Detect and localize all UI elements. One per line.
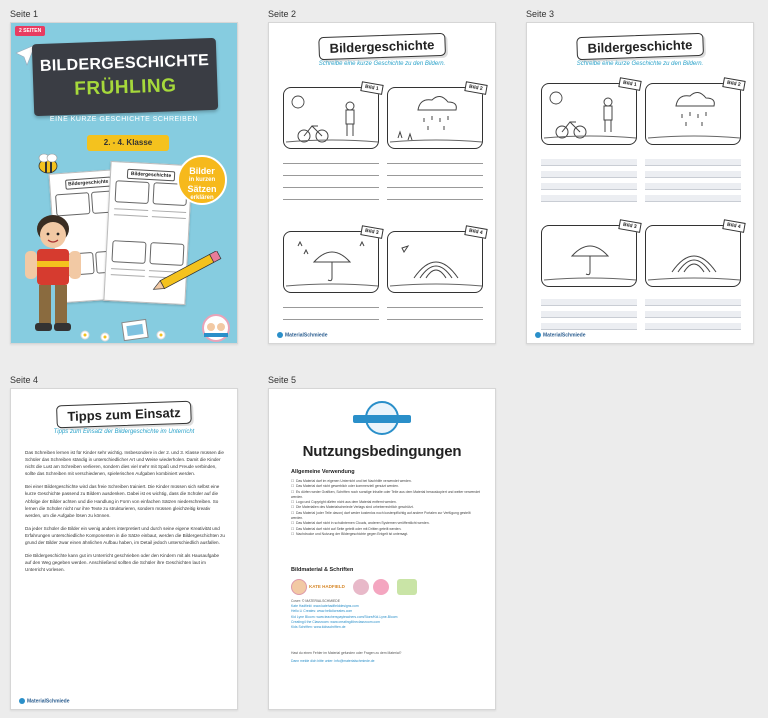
tips-paragraph: Bei einer Bildergeschichte wird das freie Schreiben trainiert. Die Kinder müssen sich selbst eine kurze Geschichte passend zu Bildern ausdenken. Dabei ist es wichtig, dass die Schüler auf die Abfolge der Bilder achten und die Handlung in Form von einfachen Sätzen niederschreiben. So lernen die Schüler nicht nur ihre Texte zu strukturieren, sondern müssen gleichzeitig kreativ werden, um die Aufgabe lösen zu können. [25, 484, 220, 518]
footer-logo [535, 332, 586, 338]
panel-tag: Bild 2 [465, 81, 488, 95]
thumbnail-page-4[interactable] [10, 374, 238, 710]
footer-logo [277, 332, 328, 338]
worksheet-subtitle: Schreibe eine kurze Geschichte zu den Bildern. [318, 61, 446, 67]
terms-rule: ☐ Das Material darf nicht auf Seite geteilt oder mit Dritten geteilt werden. [291, 527, 481, 532]
panel-tag: Bild 4 [465, 225, 488, 239]
bee-icon [35, 153, 61, 175]
tips-body [25, 449, 225, 579]
page-label: Seite 1 [10, 9, 39, 19]
brand-logo-icon [199, 313, 233, 343]
terms-title: Nutzungsbedingungen [302, 443, 462, 460]
terms-rule: ☐ Das Material darf nicht in schulinternen Clouds, anderen Systemen veröffentlicht werden. [291, 521, 481, 526]
panel-tag: Bild 3 [361, 225, 384, 239]
credit-line[interactable]: Kid Lyne Bloom: www.teacherspayteachers.com/Store/Kid-Lyne-Bloom [291, 614, 398, 619]
contact-block [291, 651, 401, 664]
page-label: Seite 3 [526, 9, 555, 19]
terms-rule: ☐ Logo und Copyright dürfen nicht aus dem Material entfernt werden. [291, 500, 481, 505]
tips-paragraph: Da jeder Schüler die Bilder ein wenig anders interpretiert und durch seine eigene Kreativität und Erfahrungen unterschiedliche Komponenten in die Sätze einbaut, werden die Bildergeschichten zu grund der Bilder zwar einen ähnlichen Aufbau haben, im Detail jedoch unterschiedlich ausfallen. [25, 525, 225, 546]
picture-panel [541, 79, 638, 145]
sticker-line: erklären [190, 195, 214, 201]
cover-page[interactable] [10, 22, 238, 344]
tips-page[interactable] [10, 388, 238, 710]
worksheet-page-lined[interactable] [526, 22, 754, 344]
credits-list [291, 599, 397, 630]
credit-line[interactable]: Creating4 the Classroom: www.creating4theclassroom.com [291, 619, 380, 624]
flowers-icon [75, 315, 175, 344]
contact-question: Hast du einen Fehler im Material gefunden oder Fragen zu dem Material? [291, 651, 402, 655]
worksheet-page[interactable] [268, 22, 496, 344]
artist-logo-icon [291, 579, 307, 595]
feature-sticker [177, 155, 227, 205]
grade-badge: 2. - 4. Klasse [87, 135, 169, 151]
footer-logo-text: MaterialSchmiede [543, 332, 586, 338]
tips-paragraph: Die Bildergeschichte kann gut im Unterricht geschrieben oder den Kindern mit als Hausaufgabe auf den Weg gegeben werden. Anschließend sollten die Schüler ihre Geschichten laut im Unterricht vorlesen. [25, 553, 220, 573]
brand-logo-icon [365, 401, 399, 435]
footer-logo [19, 698, 70, 704]
thumbnail-page-2[interactable] [268, 8, 496, 344]
panel-tag: Bild 1 [619, 77, 642, 91]
artist-brand: KATE HADFIELD [309, 584, 345, 589]
credit-line: Cover: © MATERIALSCHMIEDE [291, 599, 340, 603]
footer-logo-text: MaterialSchmiede [285, 332, 328, 338]
sticker-line: Bilder [189, 166, 215, 176]
sticker-line: Sätzen [187, 184, 217, 194]
umbrella-icon [284, 232, 380, 294]
picture-panel [387, 227, 484, 293]
cover-subtitle: EINE KURZE GESCHICHTE SCHREIBEN [49, 116, 199, 123]
sticker-line: in kurzen [188, 177, 216, 183]
picture-panel [283, 227, 380, 293]
picture-panel [541, 221, 638, 287]
terms-rule: ☐ Nachdrucke und Nutzung der Bildergeschichte gegen Entgelt ist untersagt. [291, 532, 481, 537]
umbrella-icon [542, 226, 638, 288]
rain-cloud-icon [646, 84, 742, 146]
artist-logo-icon [373, 579, 389, 595]
sun-bike-boy-icon [542, 84, 638, 146]
panel-tag: Bild 2 [723, 77, 746, 91]
worksheet-title: Bildergeschichte [576, 33, 703, 60]
terms-rule: ☐ Es dürfen weder Grafiken, Schriften noch sonstige Inhalte oder Teile aus dem Material herauskopiert und weiter verwendet werden. [291, 490, 481, 501]
terms-rule: ☐ Die Materialien des Materialschmiede Verlags sind urheberrechtlich geschützt. [291, 505, 481, 510]
footer-logo-text: MaterialSchmiede [27, 698, 70, 704]
panel-tag: Bild 4 [723, 219, 746, 233]
thumbnail-page-3[interactable] [526, 8, 754, 344]
credit-line[interactable]: Hello Li Creates: www.hellolicreates.com [291, 609, 353, 614]
terms-rule-list [291, 479, 481, 537]
contact-email-link[interactable]: Dann melde dich bitte unter: info@materialschmiede.de [291, 659, 375, 664]
thumbnail-page-1[interactable] [10, 8, 238, 344]
credits-heading: Bildmaterial & Schriften [291, 567, 354, 573]
terms-rule: ☐ Das Material darf nicht gewerblich oder kommerziell genutzt werden. [291, 484, 481, 489]
thumbnail-page-5[interactable] [268, 374, 496, 710]
pencil-icon [149, 251, 229, 291]
page-label: Seite 4 [10, 375, 39, 385]
tips-paragraph: Das Schreiben lernen ist für Kinder sehr wichtig. Insbesondere in der 2. und 3. Klasse müssen die Schüler das Schreiben ständig in unterschiedlicher Art und Weise wiederholen. Damit die Kinder nicht die Lust am Schreiben verlieren, sondern dies viel mehr mit Spaß und Freude verbinden, sollte das Schreiben mit verschiedenen, spielerischen Aufgaben kombiniert werden. [25, 450, 224, 477]
terms-page[interactable] [268, 388, 496, 710]
tips-title: Tipps zum Einsatz [56, 401, 192, 429]
picture-panel [645, 79, 742, 145]
mini-worksheet-title: Bildergeschichte [65, 177, 111, 190]
sun-bike-boy-icon [284, 88, 380, 150]
page-label: Seite 5 [268, 375, 297, 385]
cover-title-season: FRÜHLING [73, 75, 177, 100]
mini-worksheet-title: Bildergeschichte [127, 169, 175, 181]
picture-panel [645, 221, 742, 287]
credit-line[interactable]: Kate Hadfield: www.katehadfielddesigns.com [291, 604, 359, 609]
page-label: Seite 2 [268, 9, 297, 19]
terms-rule: ☐ Das Material (oder Teile davon) darf weder kostenlos noch kostenpflichtig auf andere Portalen zur Verfügung gestellt werden. [291, 511, 481, 522]
terms-rule: ☐ Das Material darf im eigenen Unterricht und bei Nachhilfe verwendet werden. [291, 479, 481, 484]
picture-panel [283, 83, 380, 149]
credit-line[interactable]: Kids Schriften: www.kidsschriften.de [291, 625, 346, 630]
pages-badge: 2 SEITEN [15, 26, 45, 36]
panel-tag: Bild 1 [361, 81, 384, 95]
worksheet-subtitle: Schreibe eine kurze Geschichte zu den Bildern. [576, 61, 704, 67]
terms-section-heading: Allgemeine Verwendung [291, 469, 355, 475]
title-board [32, 38, 218, 116]
rain-cloud-icon [388, 88, 484, 150]
picture-panel [387, 83, 484, 149]
rainbow-icon [388, 232, 484, 294]
artist-logo-icon [353, 579, 369, 595]
artist-logo-icon [397, 579, 417, 595]
rainbow-icon [646, 226, 742, 288]
tips-subtitle: Tipps zum Einsatz der Bildergeschichte im Unterricht [53, 429, 195, 435]
panel-tag: Bild 3 [619, 219, 642, 233]
cover-title: BILDERGESCHICHTE [39, 52, 210, 75]
worksheet-title: Bildergeschichte [318, 33, 445, 60]
